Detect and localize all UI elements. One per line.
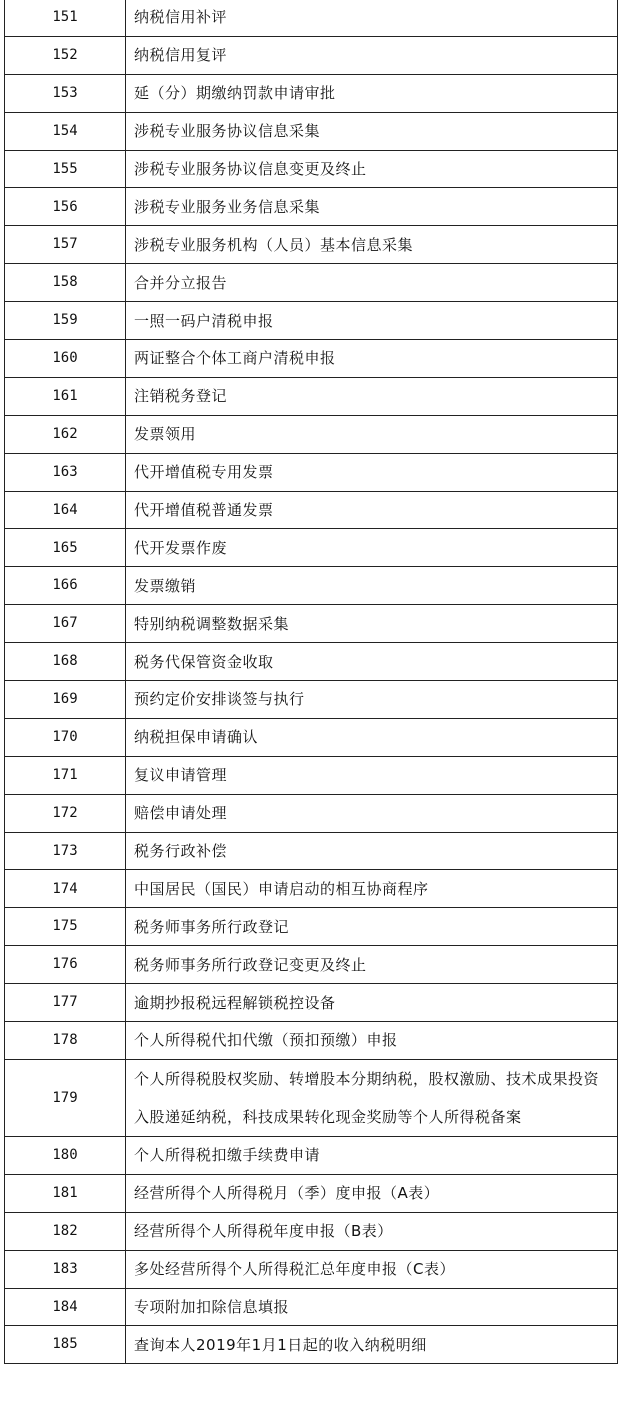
item-name: 查询本人2019年1月1日起的收入纳税明细 (126, 1326, 618, 1364)
row-number: 178 (5, 1022, 126, 1060)
row-number: 182 (5, 1212, 126, 1250)
table-row (5, 377, 618, 415)
row-number: 165 (5, 529, 126, 567)
row-number: 158 (5, 264, 126, 302)
table-row (5, 112, 618, 150)
item-name: 一照一码户清税申报 (126, 302, 618, 340)
table-row (5, 567, 618, 605)
item-name: 代开增值税普通发票 (126, 491, 618, 529)
row-number: 162 (5, 415, 126, 453)
item-name: 延（分）期缴纳罚款申请审批 (126, 74, 618, 112)
item-name: 涉税专业服务协议信息采集 (126, 112, 618, 150)
table-row (5, 74, 618, 112)
row-number: 163 (5, 453, 126, 491)
table-row (5, 1326, 618, 1364)
row-number: 164 (5, 491, 126, 529)
item-name: 税务代保管资金收取 (126, 643, 618, 681)
table-row (5, 226, 618, 264)
table-row (5, 188, 618, 226)
row-number: 153 (5, 74, 126, 112)
table-row (5, 1136, 618, 1174)
item-name: 复议申请管理 (126, 756, 618, 794)
row-number: 156 (5, 188, 126, 226)
row-number: 167 (5, 605, 126, 643)
table-row (5, 756, 618, 794)
row-number: 176 (5, 946, 126, 984)
row-number: 166 (5, 567, 126, 605)
item-name: 涉税专业服务业务信息采集 (126, 188, 618, 226)
item-name: 两证整合个体工商户清税申报 (126, 340, 618, 378)
row-number: 173 (5, 832, 126, 870)
item-name: 纳税担保申请确认 (126, 718, 618, 756)
item-name: 个人所得税代扣代缴（预扣预缴）申报 (126, 1022, 618, 1060)
item-name: 预约定价安排谈签与执行 (126, 681, 618, 719)
table-row (5, 1288, 618, 1326)
table-row (5, 794, 618, 832)
item-name: 税务行政补偿 (126, 832, 618, 870)
item-name: 涉税专业服务机构（人员）基本信息采集 (126, 226, 618, 264)
row-number: 157 (5, 226, 126, 264)
row-number: 172 (5, 794, 126, 832)
item-name: 注销税务登记 (126, 377, 618, 415)
item-name: 代开发票作废 (126, 529, 618, 567)
row-number: 177 (5, 984, 126, 1022)
table-row (5, 415, 618, 453)
item-name: 税务师事务所行政登记变更及终止 (126, 946, 618, 984)
table-row (5, 529, 618, 567)
item-name: 多处经营所得个人所得税汇总年度申报（C表） (126, 1250, 618, 1288)
item-name: 个人所得税股权奖励、转增股本分期纳税，股权激励、技术成果投资入股递延纳税，科技成果转化现金奖励等个人所得税备案 (126, 1059, 618, 1136)
table-row (5, 605, 618, 643)
table-row (5, 302, 618, 340)
row-number: 171 (5, 756, 126, 794)
table-row (5, 681, 618, 719)
table-row (5, 491, 618, 529)
row-number: 154 (5, 112, 126, 150)
item-name: 赔偿申请处理 (126, 794, 618, 832)
table-row (5, 264, 618, 302)
row-number: 170 (5, 718, 126, 756)
table-row (5, 946, 618, 984)
table-row (5, 984, 618, 1022)
table-row (5, 1174, 618, 1212)
service-items-table (4, 0, 618, 1364)
table-row (5, 832, 618, 870)
item-name: 纳税信用复评 (126, 36, 618, 74)
table-row (5, 908, 618, 946)
item-name: 纳税信用补评 (126, 0, 618, 36)
table-row (5, 0, 618, 36)
row-number: 180 (5, 1136, 126, 1174)
table-row (5, 1212, 618, 1250)
table-row (5, 643, 618, 681)
table-row (5, 1059, 618, 1136)
row-number: 168 (5, 643, 126, 681)
row-number: 155 (5, 150, 126, 188)
row-number: 169 (5, 681, 126, 719)
item-name: 涉税专业服务协议信息变更及终止 (126, 150, 618, 188)
row-number: 175 (5, 908, 126, 946)
table-row (5, 36, 618, 74)
row-number: 181 (5, 1174, 126, 1212)
row-number: 159 (5, 302, 126, 340)
table-row (5, 870, 618, 908)
table-row (5, 340, 618, 378)
row-number: 151 (5, 0, 126, 36)
item-name: 特别纳税调整数据采集 (126, 605, 618, 643)
row-number: 183 (5, 1250, 126, 1288)
table-row (5, 150, 618, 188)
table-body (5, 0, 618, 1364)
item-name: 个人所得税扣缴手续费申请 (126, 1136, 618, 1174)
table-row (5, 453, 618, 491)
item-name: 经营所得个人所得税月（季）度申报（A表） (126, 1174, 618, 1212)
row-number: 185 (5, 1326, 126, 1364)
item-name: 发票领用 (126, 415, 618, 453)
row-number: 174 (5, 870, 126, 908)
item-name: 逾期抄报税远程解锁税控设备 (126, 984, 618, 1022)
item-name: 税务师事务所行政登记 (126, 908, 618, 946)
item-name: 合并分立报告 (126, 264, 618, 302)
table-row (5, 1022, 618, 1060)
item-name: 发票缴销 (126, 567, 618, 605)
row-number: 161 (5, 377, 126, 415)
row-number: 184 (5, 1288, 126, 1326)
row-number: 152 (5, 36, 126, 74)
table-row (5, 1250, 618, 1288)
item-name: 专项附加扣除信息填报 (126, 1288, 618, 1326)
row-number: 179 (5, 1059, 126, 1136)
item-name: 代开增值税专用发票 (126, 453, 618, 491)
row-number: 160 (5, 340, 126, 378)
table-row (5, 718, 618, 756)
item-name: 经营所得个人所得税年度申报（B表） (126, 1212, 618, 1250)
item-name: 中国居民（国民）申请启动的相互协商程序 (126, 870, 618, 908)
